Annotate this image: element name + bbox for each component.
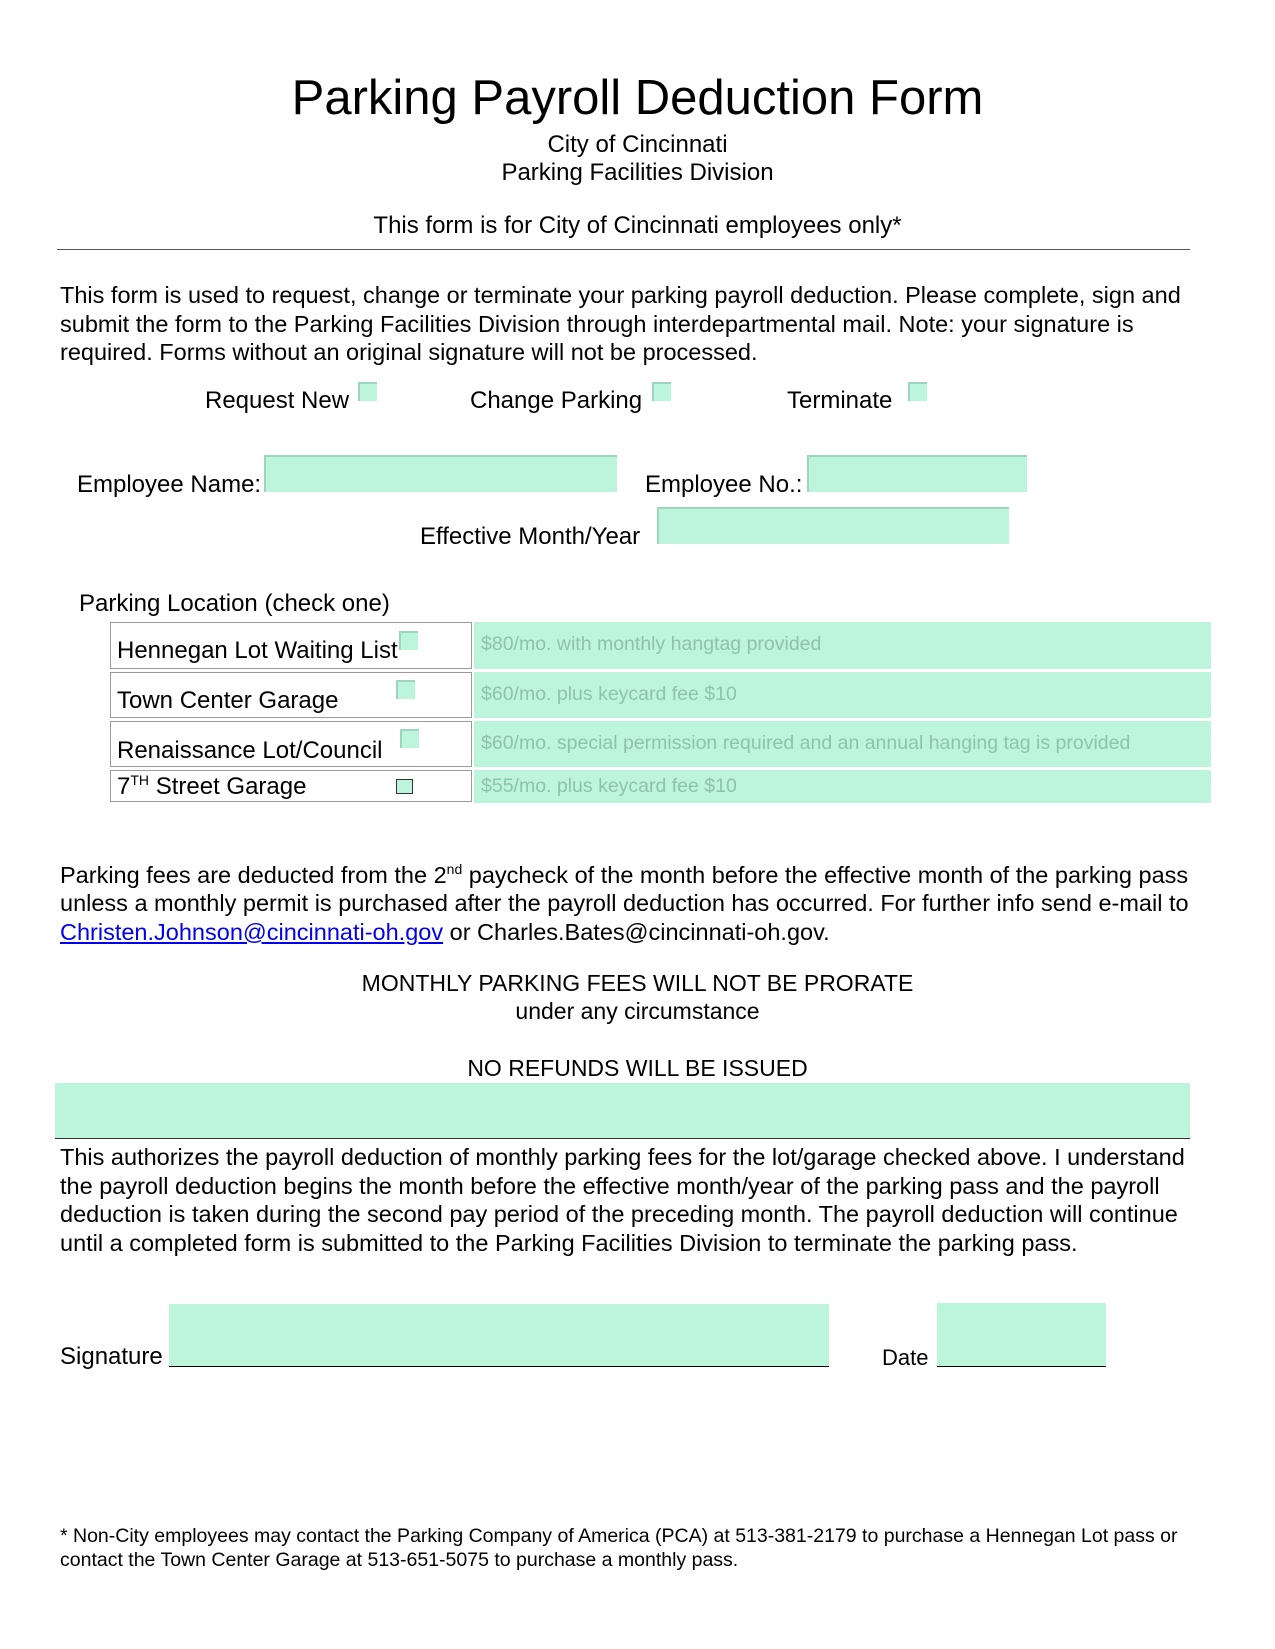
comments-field[interactable] [55, 1083, 1190, 1138]
terminate-label: Terminate [787, 387, 893, 414]
signature-field[interactable] [169, 1304, 829, 1367]
parking-location-heading: Parking Location (check one) [79, 590, 390, 617]
location-price-renaissance: $60/mo. special permission required and an annual hanging tag is provided [474, 721, 1211, 767]
terminate-checkbox[interactable] [908, 382, 927, 401]
header-divider [57, 249, 1190, 250]
employee-name-label: Employee Name: [77, 471, 262, 498]
location-name-7th-street: 7TH Street Garage [117, 772, 307, 800]
form-title: Parking Payroll Deduction Form [291, 71, 984, 125]
effective-month-label: Effective Month/Year [420, 523, 641, 550]
email-link-christen[interactable]: Christen.Johnson@cincinnati-oh.gov [60, 918, 444, 945]
intro-paragraph: This form is used to request, change or terminate your parking payroll deduction. Please complete, sign and submit the form to the Parking Facilities Division through interdepartmental mail. Note: your signature is required. Forms without an original signature will not be processed. [60, 282, 1181, 365]
date-field[interactable] [937, 1303, 1106, 1367]
location-checkbox-town-center[interactable] [396, 680, 415, 699]
employee-name-field[interactable] [264, 455, 617, 492]
request-new-label: Request New [205, 387, 350, 414]
authorization-divider [55, 1138, 1190, 1139]
location-price-town-center: $60/mo. plus keycard fee $10 [474, 672, 1211, 718]
location-checkbox-hennegan[interactable] [399, 631, 418, 650]
signature-line [169, 1366, 829, 1367]
circumstance-note: under any circumstance [515, 998, 760, 1024]
fees-paragraph: Parking fees are deducted from the 2nd paycheck of the month before the effective month of the parking pass unless a monthly permit is purchased after the payroll deduction has occurred. For further info send e-mail to Christen.Johnson@cincinnati-oh.gov or Charles.Bates@cincinnati-oh.gov. [60, 861, 1189, 945]
effective-month-field[interactable] [657, 507, 1009, 544]
employee-no-label: Employee No.: [645, 471, 803, 498]
employees-only-notice: This form is for City of Cincinnati employees only* [373, 212, 902, 239]
division-name: Parking Facilities Division [501, 159, 774, 186]
location-name-town-center: Town Center Garage [117, 687, 339, 714]
footnote: * Non-City employees may contact the Parking Company of America (PCA) at 513-381-2179 to purchase a Hennegan Lot pass or contact the Town Center Garage at 513-651-5075 to purchase a monthly pass. [60, 1525, 1178, 1571]
no-prorate-notice: MONTHLY PARKING FEES WILL NOT BE PRORATE [361, 970, 914, 996]
employee-no-field[interactable] [807, 455, 1027, 492]
location-price-hennegan: $80/mo. with monthly hangtag provided [474, 622, 1211, 669]
location-checkbox-7th-street[interactable] [396, 779, 413, 794]
location-name-hennegan: Hennegan Lot Waiting List [117, 637, 398, 664]
request-new-checkbox[interactable] [358, 382, 377, 401]
change-parking-checkbox[interactable] [652, 382, 671, 401]
date-line [937, 1366, 1106, 1367]
location-price-7th-street: $55/mo. plus keycard fee $10 [474, 770, 1211, 803]
location-checkbox-renaissance[interactable] [400, 729, 419, 748]
signature-label: Signature [60, 1343, 163, 1370]
no-refunds-notice: NO REFUNDS WILL BE ISSUED [467, 1055, 808, 1081]
authorization-paragraph: This authorizes the payroll deduction of monthly parking fees for the lot/garage checked above. I understand the payroll deduction begins the month before the effective month/year of the parking pass and the payroll deduction is taken during the second pay period of the preceding month. The payroll deduction will continue until a completed form is submitted to the Parking Facilities Division to terminate the parking pass. [60, 1144, 1185, 1256]
org-name: City of Cincinnati [547, 131, 728, 158]
location-name-renaissance: Renaissance Lot/Council [117, 737, 383, 764]
change-parking-label: Change Parking [470, 387, 643, 414]
date-label: Date [882, 1345, 929, 1370]
